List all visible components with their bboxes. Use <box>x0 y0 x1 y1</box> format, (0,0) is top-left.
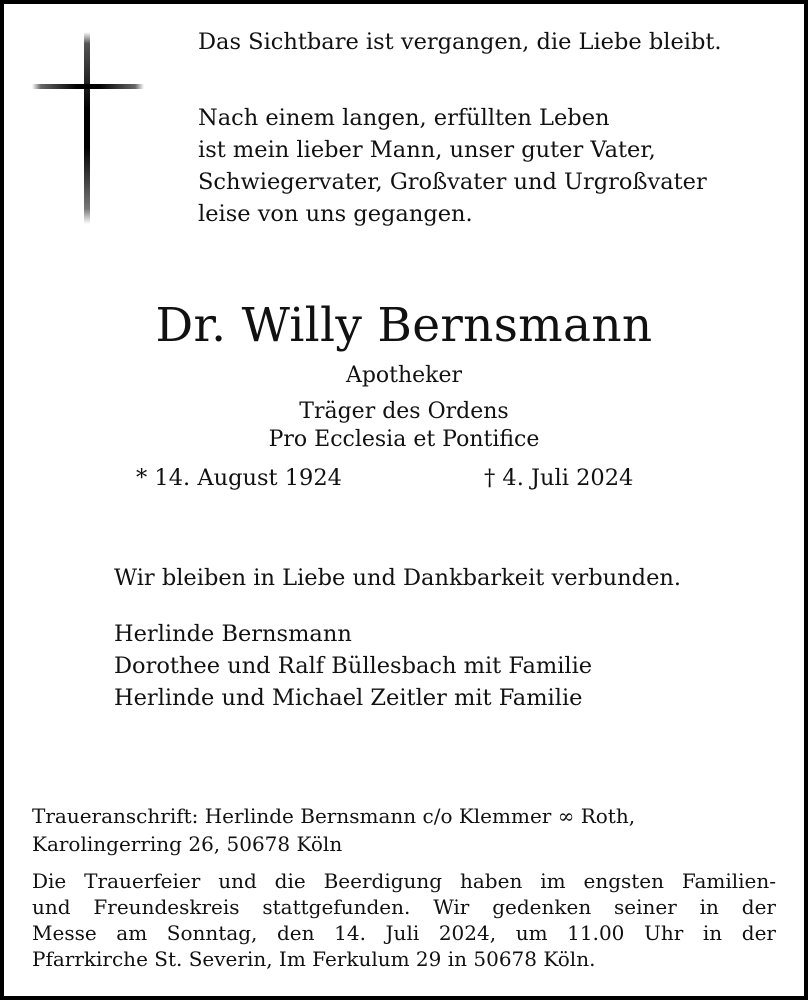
intro-line: Schwiegervater, Großvater und Urgroßvater <box>198 169 707 195</box>
mourning-address <box>32 802 635 858</box>
birth-date: * 14. August 1924 <box>136 465 342 491</box>
intro-line: ist mein lieber Mann, unser guter Vater, <box>198 137 656 163</box>
cross-icon <box>32 32 144 224</box>
ceremony-line: Die Trauerfeier und die Beerdigung haben im engsten Familien- <box>32 869 776 893</box>
honor-line: Träger des Ordens <box>299 399 509 424</box>
ceremony-notice <box>32 868 776 972</box>
address-line: Karolingerring 26, 50678 Köln <box>32 832 343 856</box>
deceased-name: Dr. Willy Bernsmann <box>155 298 653 353</box>
ceremony-line: Messe am Sonntag, den 14. Juli 2024, um 11.00 Uhr in der <box>32 921 776 945</box>
mourners-list <box>114 618 592 714</box>
mourner-entry: Herlinde und Michael Zeitler mit Familie <box>114 685 583 711</box>
ceremony-line: und Freundeskreis stattgefunden. Wir gedenken seiner in der <box>32 895 776 919</box>
intro-text <box>198 102 707 230</box>
ceremony-line: Pfarrkirche St. Severin, Im Ferkulum 29 in 50678 Köln. <box>32 947 596 971</box>
intro-line: leise von uns gegangen. <box>198 201 473 227</box>
address-line: Traueranschrift: Herlinde Bernsmann c/o Klemmer ∞ Roth, <box>32 804 636 828</box>
mourner-entry: Dorothee und Ralf Büllesbach mit Familie <box>114 653 593 679</box>
cross-vertical-beam <box>84 32 90 224</box>
cross-horizontal-beam <box>32 84 144 89</box>
deceased-profession: Apotheker <box>345 363 463 388</box>
mourner-entry: Herlinde Bernsmann <box>114 621 352 647</box>
motto: Das Sichtbare ist vergangen, die Liebe bleibt. <box>198 29 722 55</box>
honor-line: Pro Ecclesia et Pontifice <box>268 427 540 452</box>
thanks-line: Wir bleiben in Liebe und Dankbarkeit verbunden. <box>114 565 682 591</box>
intro-line: Nach einem langen, erfüllten Leben <box>198 105 610 131</box>
death-date: † 4. Juli 2024 <box>484 465 634 491</box>
